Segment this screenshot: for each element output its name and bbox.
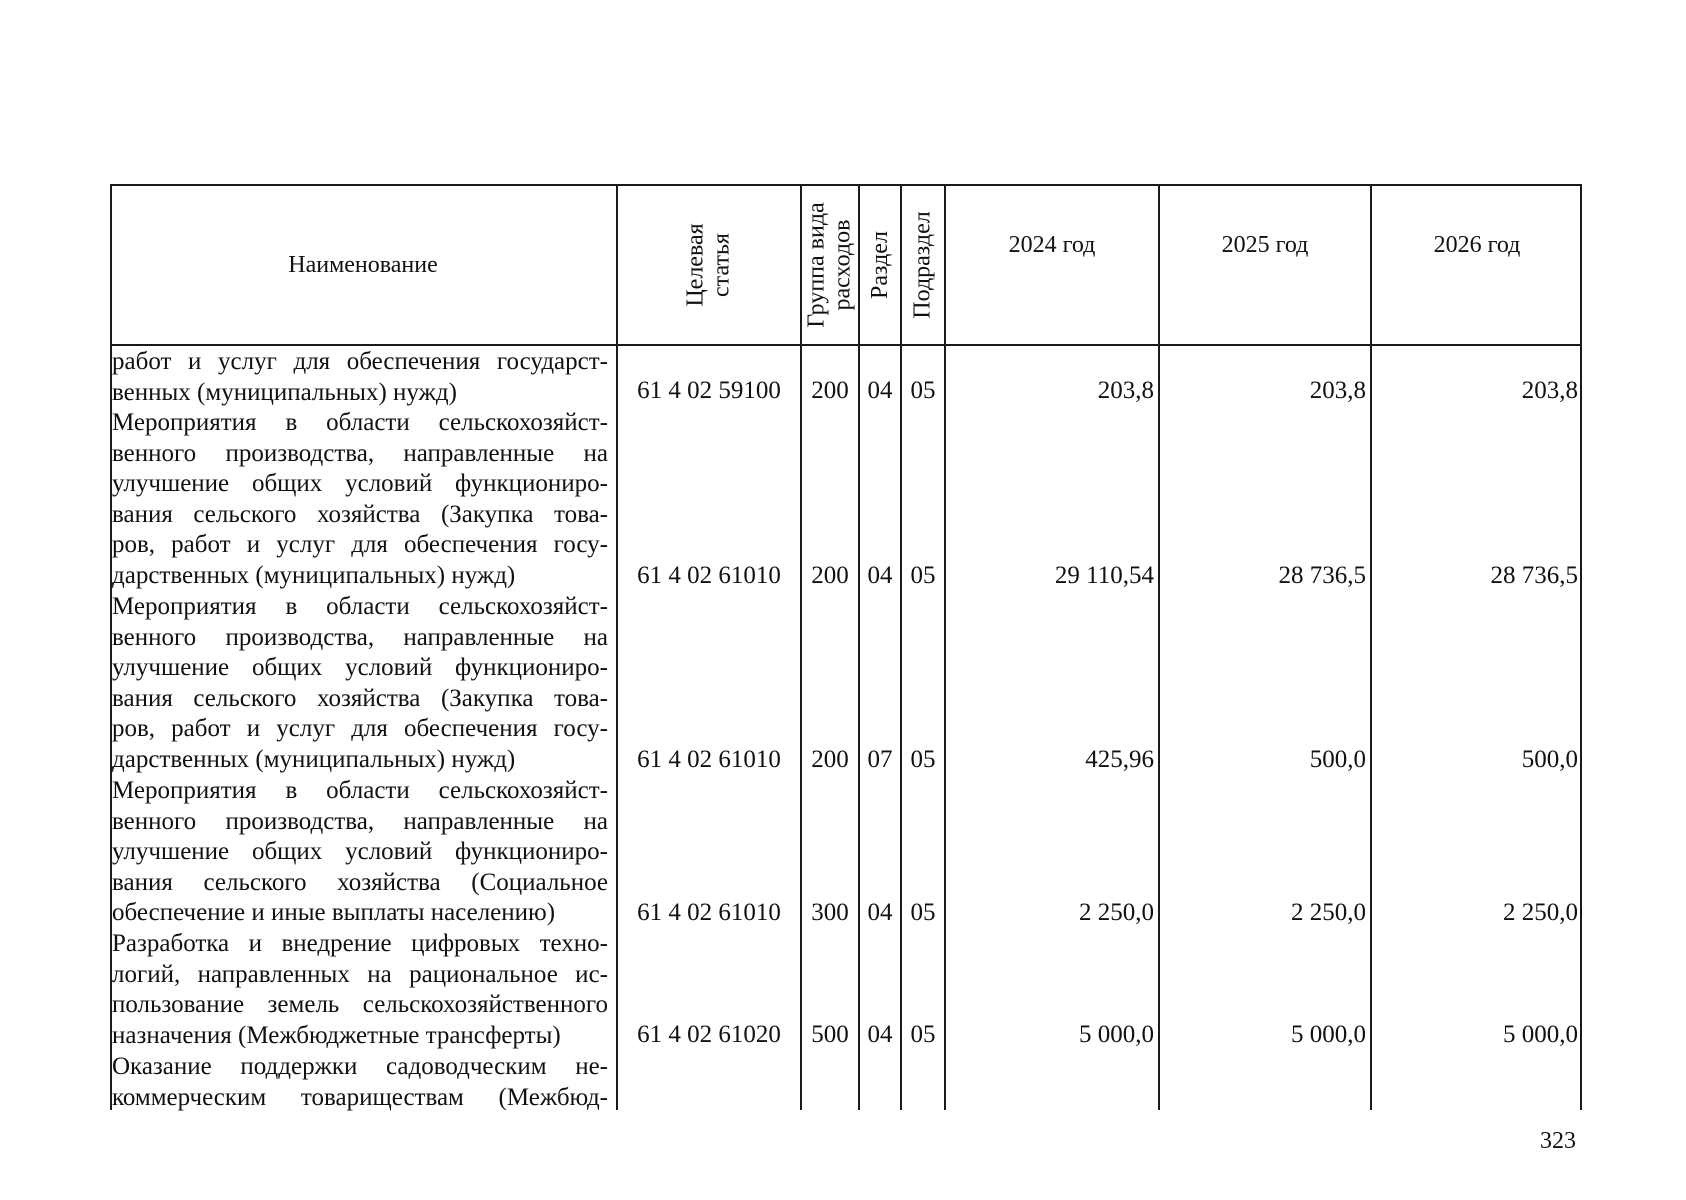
row-3-subsection: 05 [910,746,936,773]
row-3-2026: 500,0 [1521,746,1578,773]
row-2-code: 61 4 02 61010 [637,562,781,589]
col-rule-2024 [1158,184,1160,1110]
header-bottom-rule [110,344,1582,346]
row-1-section: 04 [867,377,893,404]
header-name: Наименование [288,252,438,278]
row-4-code: 61 4 02 61010 [637,899,781,926]
row-5-code: 61 4 02 61020 [637,1021,781,1048]
header-group [802,186,858,344]
row-2-2025: 28 736,5 [1278,562,1366,589]
header-2026: 2026 год [1433,232,1521,258]
row-4-2025: 2 250,0 [1291,899,1366,926]
row-5-2025: 5 000,0 [1291,1021,1366,1048]
row-1-2026: 203,8 [1521,377,1578,404]
header-group-line1: Группа вида [804,202,830,328]
row-5-section: 04 [867,1021,893,1048]
row-4-name: Мероприятия в области сельскохозяйст- венного производства, направленные на улучшение общих условий функциониро- вания сельского хозяйства (Социальное обеспечение и иные выплаты населению) [112,777,608,927]
header-2024: 2024 год [1008,232,1096,258]
row-1-group: 200 [811,377,849,404]
row-2-section: 04 [867,562,893,589]
row-5-2026: 5 000,0 [1503,1021,1578,1048]
row-4-subsection: 05 [910,899,936,926]
header-target [618,186,800,344]
row-2-name: Мероприятия в области сельскохозяйст- венного производства, направленные на улучшение общих условий функциониро- вания сельского хозяйства (Закупка това- ров, работ и услуг для обеспечения госу- дарственных (муниципальных) нужд) [112,409,608,589]
row-1-2024: 203,8 [1097,377,1154,404]
row-5-name: Разработка и внедрение цифровых техно- логий, направленных на рациональное ис- пользование земель сельскохозяйственного назначения (Межбюджетные трансферты) [112,930,608,1049]
row-1-name: работ и услуг для обеспечения государст- венных (муниципальных) нужд) [112,348,608,406]
row-6-name: Оказание поддержки садоводческим не- коммерческим товариществам (Межбюд- [112,1053,608,1111]
row-5-2024: 5 000,0 [1079,1021,1154,1048]
row-3-name: Мероприятия в области сельскохозяйст- венного производства, направленные на улучшение общих условий функциониро- вания сельского хозяйства (Закупка това- ров, работ и услуг для обеспечения госу- дарственных (муниципальных) нужд) [112,593,608,773]
row-5-group: 500 [811,1021,849,1048]
row-3-2024: 425,96 [1085,746,1154,773]
row-2-group: 200 [811,562,849,589]
row-3-code: 61 4 02 61010 [637,746,781,773]
col-rule-subsection [944,184,946,1110]
header-group-line2: расходов [830,219,856,311]
row-1-2025: 203,8 [1309,377,1366,404]
col-rule-2025 [1370,184,1372,1110]
row-3-group: 200 [811,746,849,773]
row-5-subsection: 05 [910,1021,936,1048]
row-2-2026: 28 736,5 [1490,562,1578,589]
header-target-line1: Целевая [682,223,709,307]
header-2025: 2025 год [1221,232,1309,258]
row-2-2024: 29 110,54 [1054,562,1154,589]
page-number: 323 [1540,1128,1576,1154]
row-4-section: 04 [867,899,893,926]
row-2-subsection: 05 [910,562,936,589]
header-target-line2: статья [708,233,735,297]
row-4-2024: 2 250,0 [1079,899,1154,926]
row-3-2025: 500,0 [1309,746,1366,773]
row-3-section: 07 [867,746,893,773]
row-1-code: 61 4 02 59100 [637,377,781,404]
header-section: Раздел [867,231,894,299]
row-4-2026: 2 250,0 [1503,899,1578,926]
row-1-subsection: 05 [910,377,936,404]
header-subsection: Подраздел [910,211,937,319]
row-4-group: 300 [811,899,849,926]
